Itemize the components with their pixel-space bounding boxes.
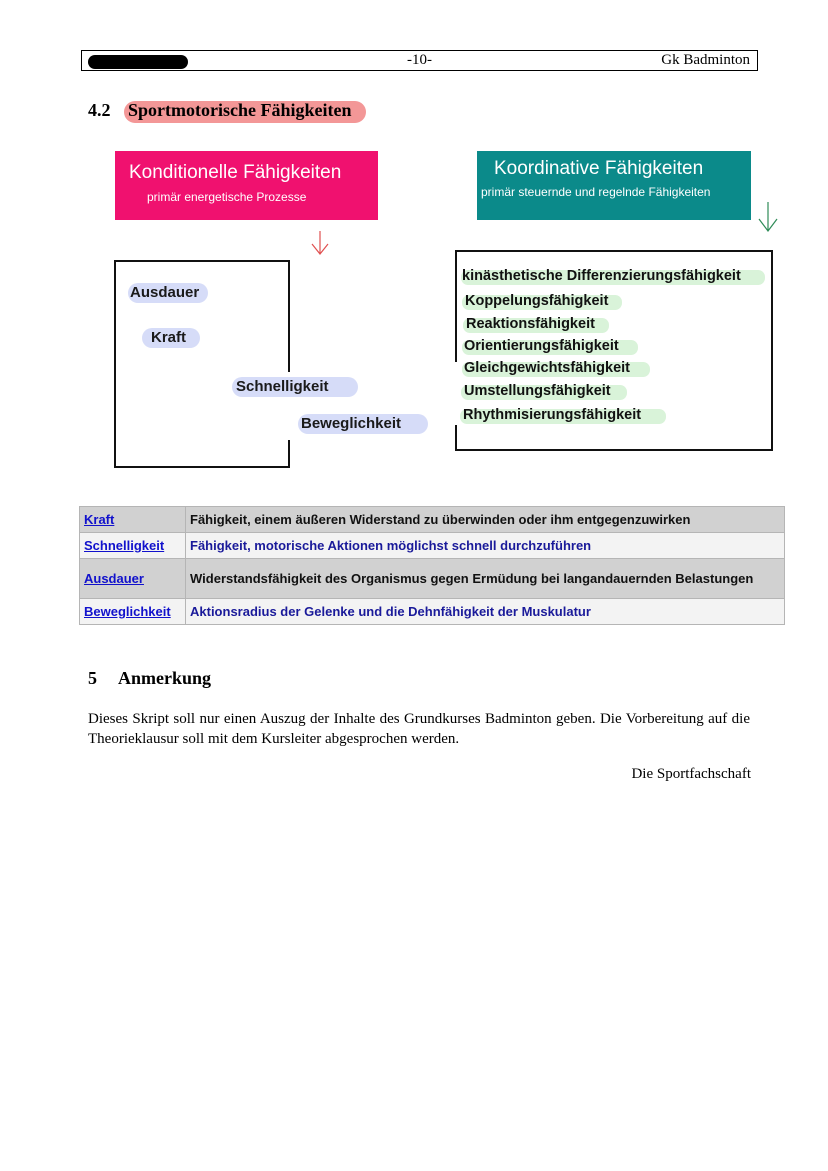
- table-row: [80, 559, 785, 599]
- kraft-label: Kraft: [151, 329, 187, 346]
- table-row: [80, 599, 785, 625]
- definitions-table: [79, 506, 785, 625]
- section-number: 5: [88, 668, 97, 688]
- koord-item-3: Orientierungsfähigkeit: [464, 338, 619, 354]
- koordinative-subtitle: primär steuernde und regelnde Fähigkeiten: [481, 185, 711, 199]
- description-cell: Widerstandsfähigkeit des Organismus gegen Ermüdung bei langandauernden Belastungen: [186, 559, 785, 599]
- description-cell: Fähigkeit, einem äußeren Widerstand zu überwinden oder ihm entgegenzuwirken: [186, 507, 785, 533]
- page-header: [81, 50, 758, 71]
- konditionelle-title: Konditionelle Fähigkeiten: [129, 162, 342, 183]
- koord-item-4: Gleichgewichtsfähigkeit: [464, 360, 630, 376]
- konditionelle-subtitle: primär energetische Prozesse: [147, 190, 307, 204]
- koord-item-1: Koppelungsfähigkeit: [465, 293, 609, 309]
- signature: Die Sportfachschaft: [631, 766, 751, 782]
- section-title: Sportmotorische Fähigkeiten: [128, 100, 352, 120]
- term-cell: [80, 507, 186, 533]
- konditionelle-box: [115, 151, 378, 220]
- table-row: [80, 533, 785, 559]
- section-number: 4.2: [88, 100, 111, 120]
- page-number: -10-: [407, 52, 432, 68]
- green-arrow-down-icon: [756, 200, 780, 234]
- term-link-beweglichkeit[interactable]: Beweglichkeit: [84, 604, 171, 619]
- koord-item-2: Reaktionsfähigkeit: [466, 316, 595, 332]
- description-cell: Aktionsradius der Gelenke und die Dehnfähigkeit der Muskulatur: [186, 599, 785, 625]
- koord-item-5: Umstellungsfähigkeit: [464, 383, 611, 399]
- table-row: [80, 507, 785, 533]
- section-paragraph: Dieses Skript soll nur einen Auszug der Inhalte des Grundkurses Badminton geben. Die Vorbereitung auf die Theorieklausur soll mit dem Kursleiter abgesprochen werden.: [88, 711, 750, 747]
- description-cell: Fähigkeit, motorische Aktionen möglichst schnell durchzuführen: [186, 533, 785, 559]
- red-arrow-down-icon: [308, 229, 332, 257]
- term-cell: [80, 559, 186, 599]
- section-title: Anmerkung: [118, 668, 212, 688]
- koord-item-0: kinästhetische Differenzierungsfähigkeit: [462, 268, 741, 284]
- term-link-ausdauer[interactable]: Ausdauer: [84, 571, 144, 586]
- beweglichkeit-label: Beweglichkeit: [301, 415, 402, 432]
- koordinative-box: [477, 151, 751, 220]
- koordinative-title: Koordinative Fähigkeiten: [494, 158, 704, 179]
- term-cell: [80, 533, 186, 559]
- schnelligkeit-label: Schnelligkeit: [236, 378, 329, 395]
- term-link-schnelligkeit[interactable]: Schnelligkeit: [84, 538, 165, 553]
- term-cell: [80, 599, 186, 625]
- term-link-kraft[interactable]: Kraft: [84, 512, 115, 527]
- course-name: Gk Badminton: [661, 52, 750, 68]
- koord-item-6: Rhythmisierungsfähigkeit: [463, 407, 642, 423]
- ausdauer-label: Ausdauer: [130, 284, 200, 301]
